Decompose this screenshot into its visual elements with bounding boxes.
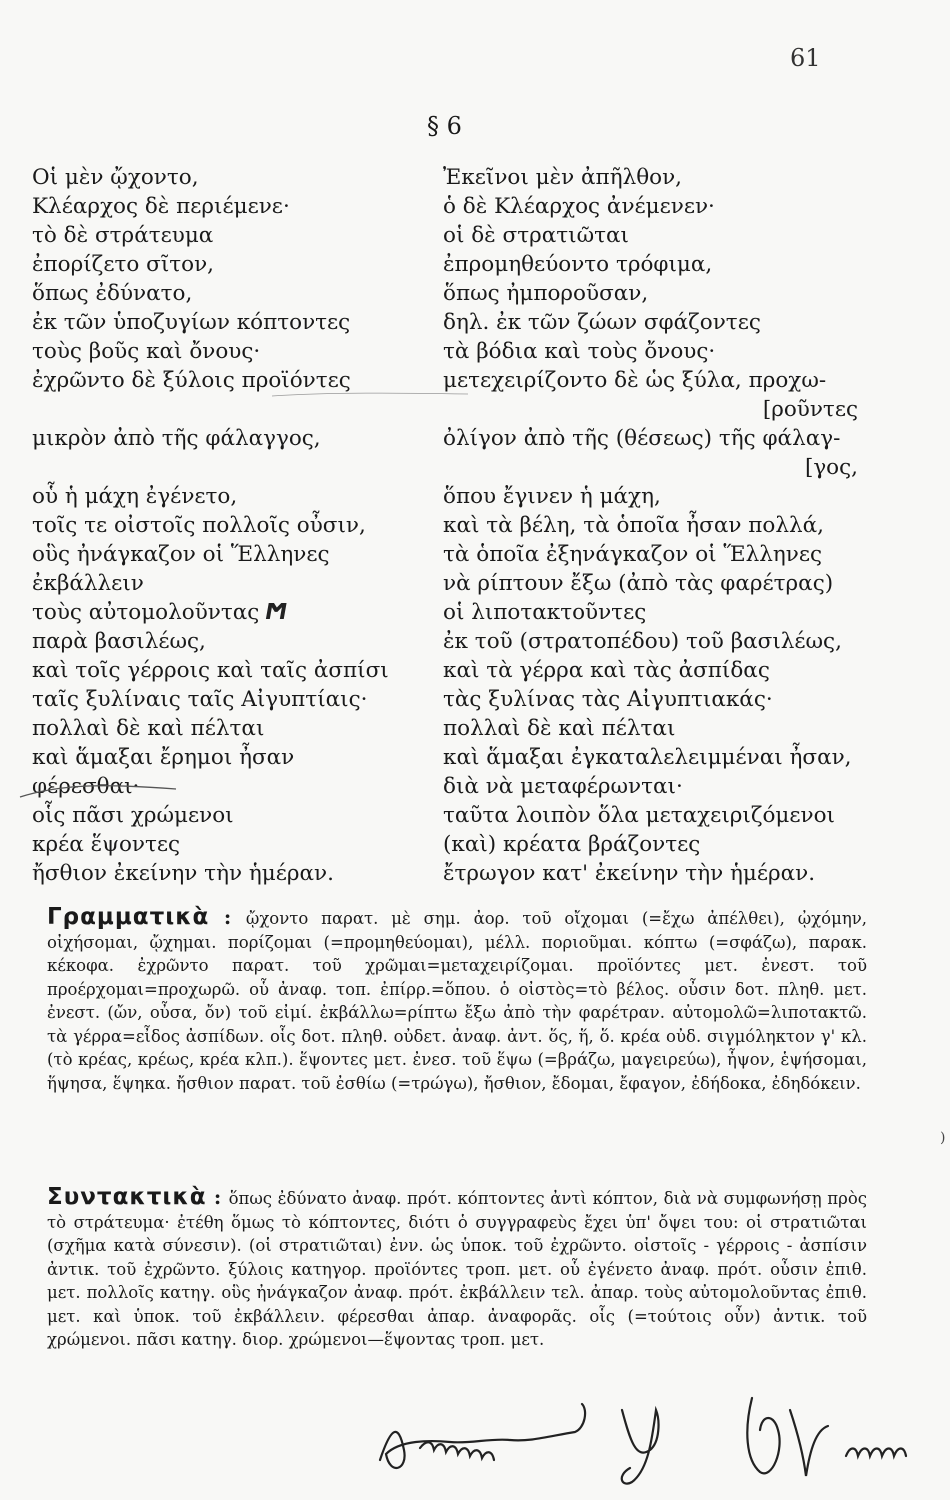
original-line: μικρὸν ἀπὸ τῆς φάλαγγος, [32,426,321,451]
grammar-text: ᾤχοντο παρατ. μὲ σημ. ἀορ. τοῦ οἴχομαι (=ἔχω ἀπέλθει), ᾠχόμην, οἰχήσομαι, ᾤχημαι. πορίζομαι (=προμηθεύομαι), μέλλ. ποριοῦμαι. κόπτω (=σφάζω), παρακ. κέκοφα. ἐχρῶντο παρατ. τοῦ χρῶμαι=μεταχειρίζομαι. προϊόντες μετ. ἐνεστ. τοῦ προέρχομαι=προχωρῶ. οὗ ἀναφ. τοπ. ἐπίρρ.=ὅπου. ὁ οἰστὸς=τὸ βέλος. οὖσιν δοτ. πληθ. μετ. ἐνεστ. (ὤν, οὖσα, ὄν) τοῦ εἰμί. ἐκβάλλω=ρίπτω ἔξω ἀπὸ τὴν φαρέτραν. αὐτομολῶ=λιποτακτῶ. τὰ γέρρα=εἶδος ἀσπίδων. οἷς δοτ. πληθ. οὐδετ. ἀναφ. ἀντ. ὅς, ἥ, ὅ. κρέα οὐδ. σιγμόληκτον γ' κλ. (τὸ κρέας, κρέως, κρέα κλπ.). ἕψοντες μετ. ἐνεσ. τοῦ ἕψω (=βράζω, μαγειρεύω), ἧψον, ἑψήσομαι, ἥψησα, ἕψηκα. ἤσθιον παρατ. τοῦ ἐσθίω (=τρώγω), ἤσθιον, ἔδομαι, ἔφαγον, ἐδήδοκα, ἐδηδόκειν. [47,909,867,1093]
syntax-notes: Συντακτικὰ : ὅπως ἐδύνατο ἀναφ. πρότ. κόπτοντες ἀντὶ κόπτον, διὰ νὰ συμφωνήσῃ πρὸς τὸ στράτευμα· ἐτέθη ὅμως τὸ κόπτοντες, διότι ὁ συγγραφεὺς ἔχει ὑπ' ὄψει του: οἱ στρατιῶται (σχῆμα κατὰ σύνεσιν). (οἱ στρατιῶται) ἐνν. ὡς ὑποκ. τοῦ ἐχρῶντο. οἰστοῖς - γέρροις - ἀσπίσιν ἀντικ. τοῦ ἐχρῶντο. ξύλοις κατηγορ. προϊόντες τροπ. μετ. οὗ ἐγένετο ἀναφ. πρότ. οὖσιν ἐπιθ. μετ. πολλοῖς κατηγ. οὓς ἠνάγκαζον ἀναφ. πρότ. ἐκβάλλειν τελ. ἀπαρ. τοὺς αὐτομολοῦντας ἐπιθ. μετ. καὶ ὑποκ. τοῦ ἐκβάλλειν. φέρεσθαι ἀπαρ. ἀναφορᾶς. οἷς (=τούτοις οὖν) ἀντικ. τοῦ χρώμενοι. πᾶσι κατηγ. διορ. χρώμενοι—ἕψοντας τροπ. μετ. [47,1184,867,1349]
translation-line: ταῦτα λοιπὸν ὅλα μεταχειριζόμενοι [443,803,835,828]
translation-line: πολλαὶ δὲ καὶ πέλται [443,716,676,741]
original-line: ἐκ τῶν ὑποζυγίων κόπτοντες [32,310,351,335]
original-line-with-mark [32,598,427,627]
translation-line: διὰ νὰ μεταφέρωνται· [443,774,683,799]
translation-line: καὶ ἅμαξαι ἐγκαταλελειμμέναι ἦσαν, [443,745,852,770]
original-line: οἷς πᾶσι χρώμενοι [32,803,234,828]
grammar-notes: Γραμματικὰ : ᾤχοντο παρατ. μὲ σημ. ἀορ. τοῦ οἴχομαι (=ἔχω ἀπέλθει), ᾠχόμην, οἰχήσομαι, ᾤχημαι. πορίζομαι (=προμηθεύομαι), μέλλ. ποριοῦμαι. κόπτω (=σφάζω), παρακ. κέκοφα. ἐχρῶντο παρατ. τοῦ χρῶμαι=μεταχειρίζομαι. προϊόντες μετ. ἐνεστ. τοῦ προέρχομαι=προχωρῶ. οὗ ἀναφ. τοπ. ἐπίρρ.=ὅπου. ὁ οἰστὸς=τὸ βέλος. οὖσιν δοτ. πληθ. μετ. ἐνεστ. (ὤν, οὖσα, ὄν) τοῦ εἰμί. ἐκβάλλω=ρίπτω ἔξω ἀπὸ τὴν φαρέτραν. αὐτομολῶ=λιποτακτῶ. τὰ γέρρα=εἶδος ἀσπίδων. οἷς δοτ. πληθ. οὐδετ. ἀναφ. ἀντ. ὅς, ἥ, ὅ. κρέα οὐδ. σιγμόληκτον γ' κλ. (τὸ κρέας, κρέως, κρέα κλπ.). ἕψοντες μετ. ἐνεσ. τοῦ ἕψω (=βράζω, μαγειρεύω), ἧψον, ἑψήσομαι, ἥψησα, ἕψηκα. ἤσθιον παρατ. τοῦ ἐσθίω (=τρώγω), ἤσθιον, ἔδομαι, ἔφαγον, ἐδήδοκα, ἐδηδόκειν. [47,904,867,1093]
grammar-heading: Γραμματικὰ [47,904,210,930]
original-line: οὗ ἡ μάχη ἐγένετο, [32,484,238,509]
pencil-underline [18,777,178,803]
syntax-heading: Συντακτικὰ [47,1184,207,1210]
translation-line: ἐπρομηθεύοντο τρόφιμα, [443,252,713,277]
original-line: ἐκβάλλειν [32,571,144,596]
translation-continuation: [γος, [804,455,858,480]
original-line: καὶ τοῖς γέρροις καὶ ταῖς ἀσπίσι [32,658,389,683]
syntax-text: ὅπως ἐδύνατο ἀναφ. πρότ. κόπτοντες ἀντὶ κόπτον, διὰ νὰ συμφωνήσῃ πρὸς τὸ στράτευμα· ἐτέθη ὅμως τὸ κόπτοντες, διότι ὁ συγγραφεὺς ἔχει ὑπ' ὄψει του: οἱ στρατιῶται (σχῆμα κατὰ σύνεσιν). (οἱ στρατιῶται) ἐνν. ὡς ὑποκ. τοῦ ἐχρῶντο. οἰστοῖς - γέρροις - ἀσπίσιν ἀντικ. τοῦ ἐχρῶντο. ξύλοις κατηγορ. προϊόντες τροπ. μετ. οὗ ἐγένετο ἀναφ. πρότ. οὖσιν ἐπιθ. μετ. πολλοῖς κατηγ. οὓς ἠνάγκαζον ἀναφ. πρότ. ἐκβάλλειν τελ. ἀπαρ. τοὺς αὐτομολοῦντας ἐπιθ. μετ. καὶ ὑποκ. τοῦ ἐκβάλλειν. φέρεσθαι ἀπαρ. ἀναφορᾶς. οἷς (=τούτοις οὖν) ἀντικ. τοῦ χρώμενοι. πᾶσι κατηγ. διορ. χρώμενοι—ἕψοντας τροπ. μετ. [47,1189,867,1349]
original-line: τοὺς βοῦς καὶ ὄνους· [32,339,261,364]
translation-continuation: [ροῦντες [762,397,858,422]
original-line: ἤσθιον ἐκείνην τὴν ἡμέραν. [32,861,334,886]
translation-line: μετεχειρίζοντο δὲ ὡς ξύλα, προχω- [443,368,827,393]
translation-line: τὰ ὁποῖα ἐξηνάγκαζον οἱ Ἕλληνες [443,542,823,567]
margin-mark: ) [940,1130,946,1146]
original-line: ταῖς ξυλίναις ταῖς Αἰγυπτίαις· [32,687,368,712]
section-heading: § 6 [427,112,462,140]
original-line: κρέα ἕψοντες [32,832,181,857]
translation-line: οἱ δὲ στρατιῶται [443,223,629,248]
translation-line: οἱ λιποτακτοῦντες [443,600,647,625]
original-line: φέρεσθαι· [32,774,140,799]
translation-column [443,163,878,888]
original-line: Οἱ μὲν ᾤχοντο, [32,165,199,190]
translation-line: ὁ δὲ Κλέαρχος ἀνέμενεν· [443,194,715,219]
translation-line: ὅπου ἔγινεν ἡ μάχη, [443,484,661,509]
original-line: ὅπως ἐδύνατο, [32,281,193,306]
translation-line: ὀλίγον ἀπὸ τῆς (θέσεως) τῆς φάλαγ- [443,426,841,451]
translation-line: ἐκ τοῦ (στρατοπέδου) τοῦ βασιλέως, [443,629,842,654]
translation-line: τὰς ξυλίνας τὰς Αἰγυπτιακάς· [443,687,773,712]
original-line: τοῖς τε οἰστοῖς πολλοῖς οὖσιν, [32,513,366,538]
original-line: ἐπορίζετο σῖτον, [32,252,214,277]
translation-line: τὰ βόδια καὶ τοὺς ὄνους· [443,339,716,364]
translation-line: ὅπως ἠμποροῦσαν, [443,281,649,306]
original-line: τὸ δὲ στράτευμα [32,223,214,248]
handwritten-signatures [360,1380,920,1490]
translation-line: καὶ τὰ βέλη, τὰ ὁποῖα ἦσαν πολλά, [443,513,824,538]
translation-line: (καὶ) κρέατα βράζοντες [443,832,701,857]
translation-line: δηλ. ἐκ τῶν ζώων σφάζοντες [443,310,761,335]
translation-line: ἔτρωγον κατ' ἐκείνην τὴν ἡμέραν. [443,861,816,886]
original-line: παρὰ βασιλέως, [32,629,206,654]
original-line: οὓς ἠνάγκαζον οἱ Ἕλληνες [32,542,330,567]
original-line: πολλαὶ δὲ καὶ πέλται [32,716,265,741]
pencil-annotation: Ϻ [263,600,290,625]
original-line: Κλέαρχος δὲ περιέμενε· [32,194,290,219]
translation-line: νὰ ρίπτουν ἔξω (ἀπὸ τὰς φαρέτρας) [443,571,834,596]
translation-line: Ἐκεῖνοι μὲν ἀπῆλθον, [443,165,682,190]
blank-line [32,453,427,482]
original-line: ἐχρῶντο δὲ ξύλοις προϊόντες [32,368,351,393]
original-line: καὶ ἅμαξαι ἔρημοι ἦσαν [32,745,295,770]
pencil-stroke [270,390,470,400]
translation-line: καὶ τὰ γέρρα καὶ τὰς ἀσπίδας [443,658,770,683]
page-number: 61 [790,44,821,72]
original-line: τοὺς αὐτομολοῦντας [32,600,260,625]
